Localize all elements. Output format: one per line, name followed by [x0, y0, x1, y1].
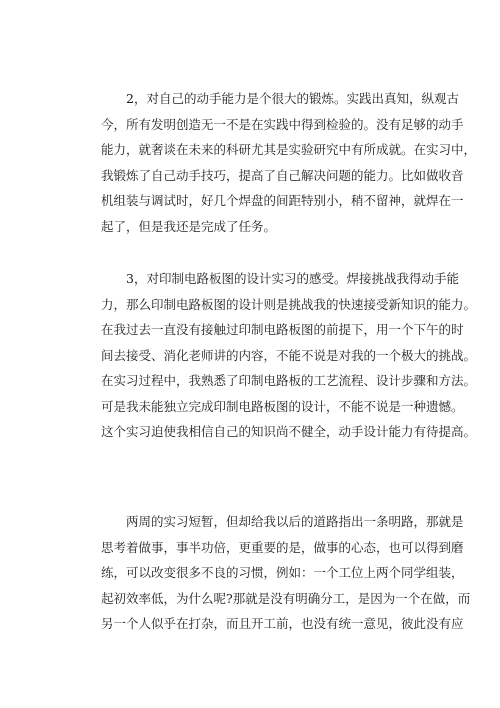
text-line: 我锻炼了自己动手技巧，提高了自己解决问题的能力。比如做收音	[101, 167, 464, 183]
text-line: 3，对印制电路板图的设计实习的感受。焊接挑战我得动手能	[126, 271, 459, 286]
text-line: 在我过去一直没有接触过印制电路板图的前提下，用一个下午的时	[101, 322, 464, 337]
paragraph-hands-on-ability	[101, 86, 477, 239]
text-line: 在实习过程中，我熟悉了印制电路板的工艺流程、设计步骤和方法。	[101, 373, 477, 388]
text-line: 2，对自己的动手能力是个很大的锻炼。实践出真知，纵观古	[126, 91, 459, 106]
text-line: 练，可以改变很多不良的习惯，例如：一个工位上两个同学组装，	[101, 565, 464, 580]
text-line: 间去接受、消化老师讲的内容，不能不说是对我的一个极大的挑战。	[101, 347, 477, 363]
text-line: 今，所有发明创造无一不是在实践中得到检验的。没有足够的动手	[101, 116, 464, 132]
text-line: 能力，就奢谈在未来的科研尤其是实验研究中有所成就。在实习中，	[101, 142, 477, 157]
text-line: 另一个人似乎在打杂，而且开工前，也没有统一意见，彼此没有应	[101, 616, 464, 631]
text-line: 起了，但是我还是完成了任务。	[101, 218, 277, 234]
text-line: 起初效率低，为什么呢?那就是没有明确分工，是因为一个在做，而	[101, 590, 471, 606]
text-line: 可是我未能独立完成印制电路板图的设计，不能不说是一种遗憾。	[101, 398, 464, 414]
paragraph-pcb-design	[101, 266, 477, 445]
text-line: 机组装与调试时，好几个焊盘的间距特别小，稍不留神，就焊在一	[101, 193, 464, 208]
text-line: 思考着做事，事半功倍，更重要的是，做事的心态，也可以得到磨	[101, 539, 464, 555]
paragraph-two-week-summary	[101, 509, 471, 637]
text-line: 力，那么印制电路板图的设计则是挑战我的快速接受新知识的能力。	[101, 296, 477, 312]
text-line: 两周的实习短暂，但却给我以后的道路指出一条明路，那就是	[126, 514, 464, 529]
text-line: 这个实习迫使我相信自己的知识尚不健全，动手设计能力有待提高。	[101, 424, 477, 439]
